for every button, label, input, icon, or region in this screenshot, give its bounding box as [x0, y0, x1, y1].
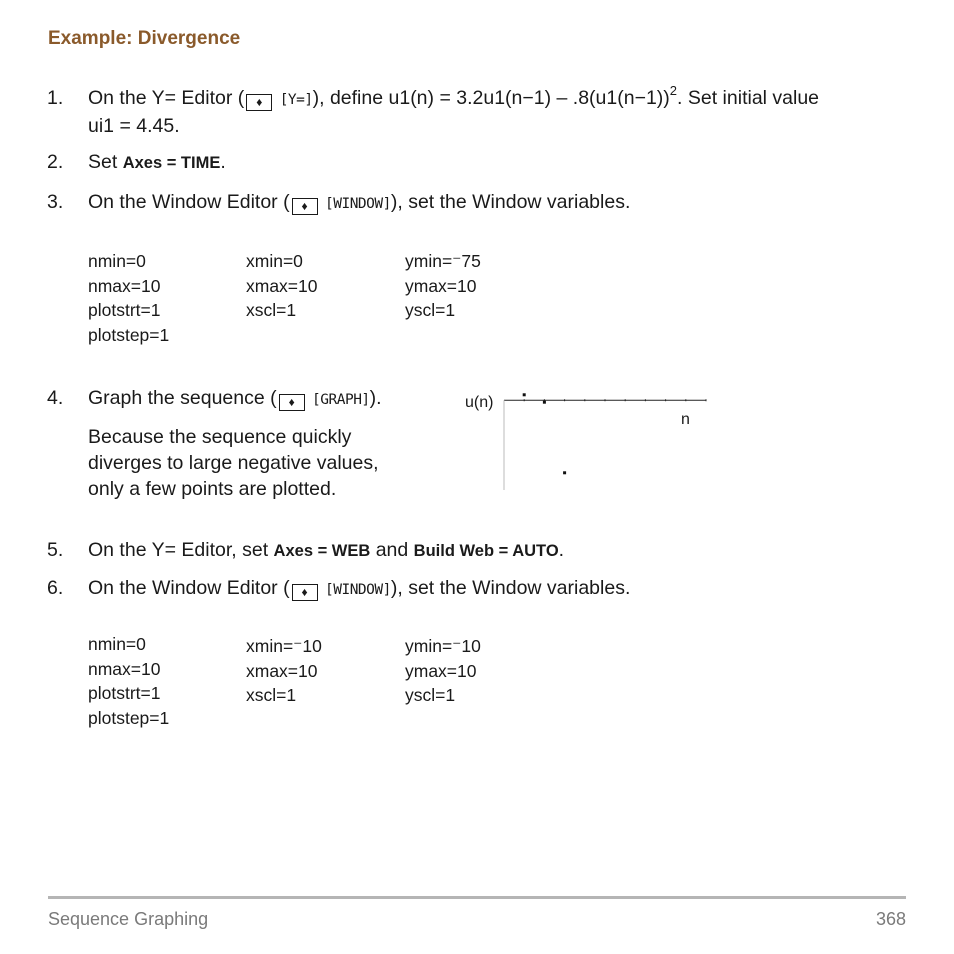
step-4-paragraph	[88, 424, 438, 502]
graph-axes	[504, 399, 706, 490]
step-text-part: Set	[88, 151, 123, 173]
window-var: nmin=0	[88, 251, 146, 271]
diamond-key-icon: ♦	[292, 584, 318, 601]
window-var: xmax=10	[246, 275, 318, 296]
data-point	[543, 401, 546, 404]
step-number: 6.	[47, 577, 64, 599]
step-text-part: ).	[369, 387, 382, 409]
step-3	[0, 189, 954, 215]
paragraph-line: Because the sequence quickly	[88, 426, 352, 448]
step-text	[88, 537, 564, 564]
window-var: yscl=1	[405, 685, 456, 705]
window-var: xmin=⁻10	[246, 636, 322, 656]
step-text-part: On the Y= Editor (	[88, 87, 245, 109]
step-text-part: .	[558, 539, 565, 561]
diamond-key-icon: ♦	[292, 198, 318, 215]
data-point	[563, 471, 566, 474]
window-var: xmin=0	[246, 251, 303, 271]
step-text-part: ), set the Window variables.	[390, 577, 631, 599]
window-var: ymax=10	[405, 660, 477, 681]
step-number: 4.	[47, 387, 64, 409]
window-var: nmin=0	[88, 634, 146, 654]
data-point	[523, 393, 526, 396]
step-2	[0, 149, 954, 175]
step-text-part: ), set the Window variables.	[390, 191, 631, 213]
footer-section-title: Sequence Graphing	[48, 909, 209, 929]
step-number: 3.	[47, 191, 64, 213]
window-var: plotstep=1	[88, 707, 170, 728]
paragraph-line: diverges to large negative values,	[88, 452, 379, 474]
keycap-window: [WINDOW]	[325, 196, 391, 212]
sequence-graph	[460, 388, 720, 493]
step-text	[88, 575, 630, 603]
section-heading: Example: Divergence	[48, 28, 241, 49]
step-text-part: . Set initial value	[677, 87, 820, 109]
window-var: ymin=⁻10	[405, 636, 481, 656]
diamond-key-icon: ♦	[279, 394, 305, 411]
step-text	[88, 149, 226, 176]
step-text	[88, 385, 438, 502]
window-var: nmax=10	[88, 275, 161, 296]
window-vars-col2	[246, 634, 322, 708]
diamond-key-icon: ♦	[246, 94, 272, 111]
setting-axes-web: Axes = WEB	[273, 542, 371, 560]
step-text-part: On the Window Editor (	[88, 191, 290, 213]
window-var: xscl=1	[246, 300, 297, 320]
step-text	[88, 189, 630, 217]
keycap-window: [WINDOW]	[325, 582, 391, 598]
keycap-graph: [GRAPH]	[312, 392, 370, 408]
step-text	[88, 85, 918, 139]
window-var: yscl=1	[405, 300, 456, 320]
window-vars-col3	[405, 249, 481, 323]
step-number: 5.	[47, 539, 64, 561]
step-4	[0, 385, 440, 505]
y-axis-label: u(n)	[465, 394, 494, 411]
step-text-part: On the Window Editor (	[88, 577, 290, 599]
window-var: plotstrt=1	[88, 683, 161, 703]
window-var: xscl=1	[246, 685, 297, 705]
window-vars-col2	[246, 249, 318, 323]
step-number: 1.	[47, 87, 64, 109]
window-vars-col1	[88, 632, 169, 730]
keycap-y-equals: [Y=]	[279, 92, 313, 108]
graph-points	[523, 393, 566, 474]
step-5	[0, 537, 954, 563]
step-text-part: and	[370, 539, 414, 561]
step-text-part: On the Y= Editor, set	[88, 539, 274, 561]
step-text-part: Graph the sequence (	[88, 387, 277, 409]
step-6	[0, 575, 954, 601]
step-text-part: ui1 = 4.45.	[88, 115, 180, 137]
step-text-part: ), define u1(n) = 3.2u1(n−1) – .8(u1(n−1))	[312, 87, 670, 109]
window-vars-col3	[405, 634, 481, 708]
window-var: nmax=10	[88, 658, 161, 679]
x-axis-label: n	[681, 411, 690, 428]
window-var: ymin=⁻75	[405, 251, 481, 271]
window-var: ymax=10	[405, 275, 477, 296]
step-text-part: .	[220, 151, 226, 173]
footer-divider	[48, 896, 906, 899]
paragraph-line: only a few points are plotted.	[88, 478, 337, 500]
step-number: 2.	[47, 151, 64, 173]
page-number: 368	[875, 909, 906, 929]
setting-axes-time: Axes = TIME	[122, 154, 221, 172]
setting-build-web-auto: Build Web = AUTO	[413, 542, 559, 560]
window-var: plotstrt=1	[88, 300, 161, 320]
superscript: 2	[669, 83, 678, 98]
window-var: plotstep=1	[88, 324, 170, 345]
step-1	[0, 85, 954, 139]
window-var: xmax=10	[246, 660, 318, 681]
window-vars-col1	[88, 249, 169, 347]
